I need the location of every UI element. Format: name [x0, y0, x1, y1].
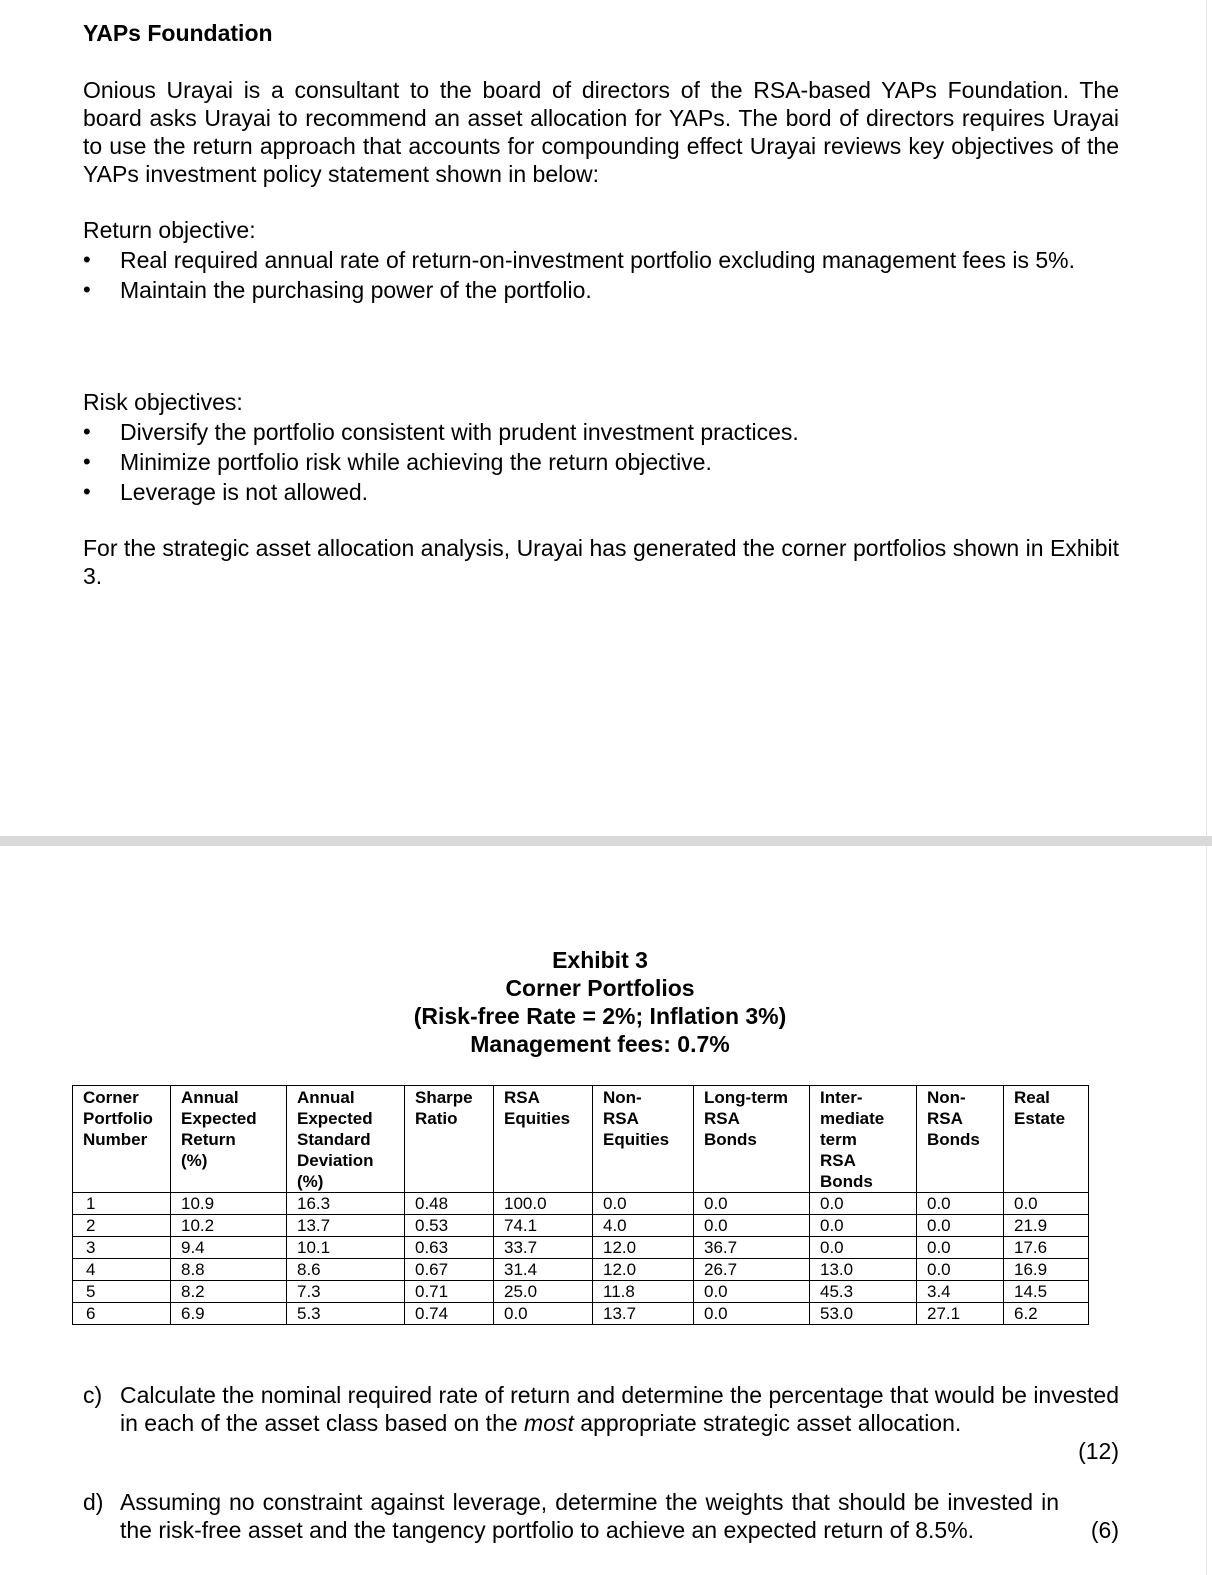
table-row — [73, 1303, 1089, 1325]
table-cell: 4 — [73, 1259, 171, 1281]
table-cell: 21.9 — [1004, 1215, 1089, 1237]
column-header: Annual Expected Return (%) — [171, 1086, 287, 1193]
table-cell: 0.0 — [810, 1237, 917, 1259]
table-cell: 8.6 — [287, 1259, 405, 1281]
table-cell: 12.0 — [593, 1259, 694, 1281]
column-header: Inter- mediate term RSA Bonds — [810, 1086, 917, 1193]
intro-paragraph: Onious Urayai is a consultant to the board of directors of the RSA-based YAPs Foundation. The board asks Urayai to recommend an asset allocation for YAPs. The bord of directors requires Urayai to use the return approach that accounts for compounding effect Urayai reviews key objectives of the YAPs investment policy statement shown in below: — [83, 77, 1119, 187]
question-c-marks: (12) — [1078, 1438, 1119, 1464]
table-cell: 0.0 — [494, 1303, 593, 1325]
table-cell: 0.71 — [405, 1281, 494, 1303]
table-cell: 5 — [73, 1281, 171, 1303]
table-cell: 8.2 — [171, 1281, 287, 1303]
table-cell: 13.0 — [810, 1259, 917, 1281]
table-cell: 6.9 — [171, 1303, 287, 1325]
table-cell: 33.7 — [494, 1237, 593, 1259]
table-cell: 14.5 — [1004, 1281, 1089, 1303]
table-row — [73, 1193, 1089, 1215]
return-objective-heading: Return objective: — [83, 217, 256, 243]
list-item: • Leverage is not allowed. — [83, 478, 1119, 506]
table-row — [73, 1237, 1089, 1259]
table-header-row — [73, 1086, 1089, 1193]
table-body — [73, 1193, 1089, 1325]
exhibit-title: Corner Portfolios — [505, 975, 695, 1001]
table-cell: 8.8 — [171, 1259, 287, 1281]
list-item: • Diversify the portfolio consistent with prudent investment practices. — [83, 418, 1119, 446]
table-cell: 31.4 — [494, 1259, 593, 1281]
table-cell: 74.1 — [494, 1215, 593, 1237]
table-cell: 0.0 — [810, 1215, 917, 1237]
table-row — [73, 1281, 1089, 1303]
table-cell: 10.2 — [171, 1215, 287, 1237]
column-header: Real Estate — [1004, 1086, 1089, 1193]
table-cell: 0.0 — [917, 1259, 1004, 1281]
table-cell: 3.4 — [917, 1281, 1004, 1303]
table-cell: 2 — [73, 1215, 171, 1237]
corner-portfolios-table — [72, 1085, 1089, 1325]
table-cell: 17.6 — [1004, 1237, 1089, 1259]
table-cell: 4.0 — [593, 1215, 694, 1237]
table-cell: 1 — [73, 1193, 171, 1215]
table-cell: 0.0 — [694, 1215, 810, 1237]
table-cell: 0.0 — [694, 1193, 810, 1215]
table-cell: 6.2 — [1004, 1303, 1089, 1325]
table-cell: 0.74 — [405, 1303, 494, 1325]
risk-objectives-list — [83, 418, 1119, 508]
table-cell: 36.7 — [694, 1237, 810, 1259]
table-cell: 0.0 — [810, 1193, 917, 1215]
analysis-paragraph: For the strategic asset allocation analysis, Urayai has generated the corner portfolios shown in Exhibit 3. — [83, 535, 1119, 589]
column-header: Annual Expected Standard Deviation (%) — [287, 1086, 405, 1193]
exhibit-fees: Management fees: 0.7% — [470, 1031, 730, 1057]
question-c-text: Calculate the nominal required rate of return and determine the percentage that would be invested in each of the asset class based on the most appropriate strategic asset allocation. — [120, 1382, 1119, 1436]
question-d — [83, 1488, 1119, 1544]
table-cell: 7.3 — [287, 1281, 405, 1303]
column-header: Non- RSA Bonds — [917, 1086, 1004, 1193]
emphasis: most — [524, 1410, 574, 1436]
column-header: Sharpe Ratio — [405, 1086, 494, 1193]
table-cell: 45.3 — [810, 1281, 917, 1303]
column-header: RSA Equities — [494, 1086, 593, 1193]
table-cell: 10.1 — [287, 1237, 405, 1259]
table-cell: 0.53 — [405, 1215, 494, 1237]
page-separator — [0, 836, 1212, 846]
table-cell: 0.0 — [917, 1193, 1004, 1215]
risk-objectives-heading: Risk objectives: — [83, 389, 243, 415]
table-cell: 27.1 — [917, 1303, 1004, 1325]
question-c-label: c) — [83, 1382, 103, 1408]
column-header: Non- RSA Equities — [593, 1086, 694, 1193]
table-cell: 11.8 — [593, 1281, 694, 1303]
table-cell: 0.67 — [405, 1259, 494, 1281]
table-cell: 5.3 — [287, 1303, 405, 1325]
table-cell: 10.9 — [171, 1193, 287, 1215]
table-cell: 3 — [73, 1237, 171, 1259]
table-cell: 6 — [73, 1303, 171, 1325]
table-cell: 0.48 — [405, 1193, 494, 1215]
table-row — [73, 1259, 1089, 1281]
column-header: Long-term RSA Bonds — [694, 1086, 810, 1193]
table-cell: 0.0 — [694, 1281, 810, 1303]
table-cell: 13.7 — [593, 1303, 694, 1325]
question-d-text: Assuming no constraint against leverage, determine the weights that should be invested in the risk-free asset and the tangency portfolio to achieve an expected return of 8.5%. — [120, 1489, 1059, 1543]
exhibit-number: Exhibit 3 — [552, 947, 648, 973]
table-cell: 12.0 — [593, 1237, 694, 1259]
table-cell: 53.0 — [810, 1303, 917, 1325]
table-cell: 0.0 — [593, 1193, 694, 1215]
table-row — [73, 1215, 1089, 1237]
exhibit-rates: (Risk-free Rate = 2%; Inflation 3%) — [413, 1003, 787, 1029]
table-cell: 0.63 — [405, 1237, 494, 1259]
exhibit-caption — [300, 946, 900, 1058]
question-d-label: d) — [83, 1489, 104, 1515]
table-cell: 0.0 — [1004, 1193, 1089, 1215]
list-item: • Minimize portfolio risk while achieving the return objective. — [83, 448, 1119, 476]
question-d-marks: (6) — [1090, 1517, 1119, 1543]
table-cell: 13.7 — [287, 1215, 405, 1237]
table-cell: 9.4 — [171, 1237, 287, 1259]
column-header: Corner Portfolio Number — [73, 1086, 171, 1193]
table-cell: 100.0 — [494, 1193, 593, 1215]
return-objective-list — [83, 246, 1119, 306]
table-cell: 26.7 — [694, 1259, 810, 1281]
table-cell: 16.3 — [287, 1193, 405, 1215]
question-c — [83, 1381, 1119, 1465]
table-cell: 0.0 — [917, 1215, 1004, 1237]
table-cell: 16.9 — [1004, 1259, 1089, 1281]
table-cell: 25.0 — [494, 1281, 593, 1303]
document-title: YAPs Foundation — [83, 20, 273, 46]
table-cell: 0.0 — [694, 1303, 810, 1325]
list-item: • Maintain the purchasing power of the portfolio. — [83, 276, 1119, 304]
table-cell: 0.0 — [917, 1237, 1004, 1259]
list-item: • Real required annual rate of return-on-investment portfolio excluding management fees is 5%. — [83, 246, 1119, 274]
